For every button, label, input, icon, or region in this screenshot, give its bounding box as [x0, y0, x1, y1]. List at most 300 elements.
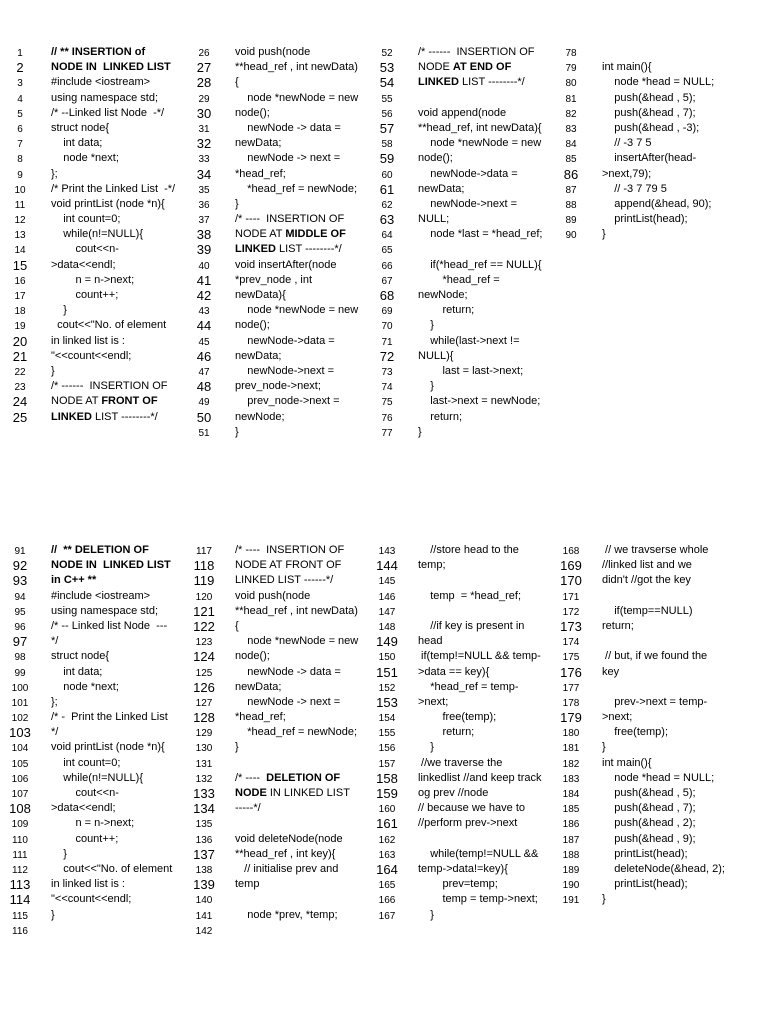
line-number: 13	[14, 230, 26, 242]
code-text-segment: void push(node	[235, 589, 311, 602]
code-text	[418, 908, 434, 923]
line-number: 111	[12, 849, 28, 861]
code-text-segment: newNode;	[418, 289, 468, 301]
line-number: 179	[560, 710, 582, 726]
line-number: 125	[195, 667, 213, 679]
line-number: 189	[562, 864, 580, 876]
code-text-bold: FRONT OF	[101, 395, 158, 408]
code-line	[373, 106, 553, 121]
line-number: 9	[17, 169, 23, 181]
line-number: 96	[14, 621, 26, 633]
code-line	[373, 425, 553, 440]
code-text-segment: push(&head , 7);	[602, 802, 696, 815]
line-number: 127	[195, 697, 213, 709]
code-text	[235, 75, 239, 90]
code-text	[602, 604, 692, 619]
line-number: 11	[14, 199, 26, 211]
code-text-segment: *head_ref;	[235, 711, 286, 724]
code-line	[373, 288, 553, 303]
line-number: 109	[11, 819, 29, 831]
code-line	[190, 619, 372, 634]
code-text-segment: *prev_node , int	[235, 273, 313, 286]
line-number: 155	[378, 728, 396, 740]
code-text	[51, 273, 134, 288]
line-number: 190	[562, 880, 580, 892]
code-text-segment: void push(node	[235, 46, 311, 58]
line-number: 173	[560, 618, 582, 634]
code-text-bold: NODE IN LINKED LIST	[51, 61, 171, 74]
code-text	[235, 634, 358, 649]
code-text-segment: while(n!=NULL){	[51, 771, 144, 784]
code-text-segment: #include <iostream>	[51, 76, 151, 89]
code-line	[190, 923, 372, 938]
code-line	[190, 604, 372, 619]
code-text	[602, 710, 632, 725]
code-text	[602, 197, 711, 212]
code-line	[6, 75, 188, 90]
code-line	[6, 740, 188, 755]
code-text	[235, 680, 281, 695]
code-line	[6, 60, 188, 75]
code-text-segment: newNode->data =	[418, 167, 518, 180]
code-text	[235, 167, 286, 182]
code-line	[557, 801, 757, 816]
code-text-segment: node *newNode = new	[235, 304, 359, 317]
code-line	[373, 786, 553, 801]
code-text	[235, 710, 286, 725]
code-text	[418, 771, 542, 786]
code-text-segment: using namespace std;	[51, 604, 159, 617]
code-text-segment: return;	[418, 726, 475, 739]
code-text	[602, 167, 651, 182]
code-text-segment: void append(node	[418, 106, 507, 119]
code-text-segment: }	[602, 741, 606, 754]
code-text-segment: temp->data!=key){	[418, 862, 508, 875]
code-line	[6, 410, 188, 425]
code-text-segment: int count=0;	[51, 756, 121, 769]
code-line	[6, 695, 188, 710]
code-line	[557, 680, 757, 695]
code-text-segment: {	[235, 619, 239, 632]
line-number: 73	[381, 366, 393, 378]
line-number: 187	[562, 834, 580, 846]
line-number: 72	[379, 348, 395, 364]
code-text-segment: int data;	[51, 665, 103, 678]
code-line	[190, 756, 372, 771]
code-line	[373, 573, 553, 588]
code-text-segment: // we travserse whole	[602, 544, 709, 556]
code-line	[373, 604, 553, 619]
code-line	[190, 106, 372, 121]
line-number: 157	[378, 758, 396, 770]
code-line	[6, 892, 188, 907]
line-number: 119	[193, 573, 215, 589]
line-number: 132	[195, 773, 213, 785]
code-text	[418, 258, 542, 273]
code-text-segment: }	[51, 364, 55, 377]
code-text	[418, 543, 519, 558]
code-text-segment: // but, if we found the	[602, 650, 708, 663]
code-line	[190, 288, 372, 303]
code-text	[235, 379, 321, 394]
line-number: 64	[381, 230, 393, 242]
line-number: 68	[379, 288, 395, 303]
code-text-segment: node *head = NULL;	[602, 76, 715, 89]
code-text-segment: newData;	[235, 680, 282, 693]
code-line	[373, 91, 553, 106]
code-text	[602, 573, 691, 588]
code-text	[51, 242, 119, 257]
line-number: 85	[565, 154, 577, 166]
code-text	[418, 151, 453, 166]
line-number: 140	[195, 895, 213, 907]
code-text-segment: while(last->next !=	[418, 334, 520, 347]
code-line	[6, 771, 188, 786]
line-number: 156	[378, 743, 396, 755]
code-text	[602, 665, 619, 680]
line-number: 126	[193, 679, 215, 695]
code-text-bold: // ** INSERTION of	[51, 46, 146, 58]
code-line	[6, 121, 188, 136]
line-number: 76	[381, 412, 393, 424]
line-number: 53	[379, 60, 395, 76]
code-text	[602, 877, 688, 892]
code-line	[6, 923, 188, 938]
code-text	[418, 665, 489, 680]
code-text	[51, 649, 109, 664]
code-text	[235, 334, 335, 349]
line-number: 16	[14, 275, 26, 287]
line-number: 159	[376, 786, 398, 801]
code-text-segment: node();	[235, 650, 270, 663]
code-text-segment: /* ----	[235, 771, 267, 784]
code-text-segment: node *newNode = new	[418, 137, 542, 150]
code-line	[190, 121, 372, 136]
code-text	[235, 801, 261, 816]
code-line	[373, 242, 553, 257]
code-text-segment: printList(head);	[602, 213, 688, 226]
code-text-segment: while(temp!=NULL &&	[418, 847, 539, 860]
code-text	[418, 710, 496, 725]
code-text	[235, 151, 340, 166]
code-text-segment: LIST --------*/	[275, 243, 342, 256]
line-number: 183	[562, 773, 580, 785]
code-line	[6, 665, 188, 680]
line-number: 148	[378, 621, 396, 633]
code-line	[557, 756, 757, 771]
code-text	[235, 288, 286, 303]
code-text	[418, 877, 498, 892]
code-text-segment: }	[51, 908, 55, 921]
code-line	[6, 649, 188, 664]
code-line	[6, 710, 188, 725]
code-line	[6, 394, 188, 409]
code-text-segment: *head_ref = temp-	[418, 680, 519, 693]
code-line	[6, 680, 188, 695]
code-text-segment: newData){	[235, 289, 286, 301]
code-text-segment: free(temp);	[418, 711, 497, 724]
code-text-segment: newNode->next =	[235, 364, 335, 377]
code-line	[6, 725, 188, 740]
code-line	[373, 197, 553, 212]
code-column-2	[190, 45, 372, 440]
line-number: 94	[14, 591, 26, 603]
code-line	[557, 649, 757, 664]
code-text	[51, 771, 143, 786]
line-number: 100	[11, 682, 29, 694]
code-column-3	[373, 543, 553, 923]
code-line	[6, 877, 188, 892]
line-number: 34	[196, 166, 212, 182]
code-line	[6, 167, 188, 182]
line-number: 161	[376, 816, 398, 832]
line-number: 163	[378, 849, 396, 861]
line-number: 139	[193, 877, 215, 893]
code-text	[418, 75, 525, 90]
code-line	[190, 558, 372, 573]
line-number: 19	[14, 321, 26, 333]
code-text-segment: }	[418, 319, 434, 332]
line-number: 79	[565, 63, 577, 75]
code-text	[418, 318, 434, 333]
line-number: 104	[11, 743, 29, 755]
code-line	[190, 318, 372, 333]
line-number: 59	[379, 151, 395, 167]
code-text	[602, 786, 696, 801]
code-text-segment: /* Print the Linked List -*/	[51, 182, 176, 195]
code-line	[373, 680, 553, 695]
line-number: 6	[17, 123, 23, 135]
code-text	[418, 379, 434, 394]
line-number: 82	[565, 108, 577, 120]
line-number: 169	[560, 558, 582, 574]
code-text-segment: "<<count<<endl;	[51, 893, 132, 906]
line-number: 14	[14, 245, 26, 257]
code-line	[6, 182, 188, 197]
code-line	[373, 862, 553, 877]
code-text	[602, 862, 725, 877]
code-text-segment: NODE AT	[51, 395, 102, 408]
code-column-4	[557, 543, 757, 908]
line-number: 145	[378, 576, 396, 588]
code-text-segment: push(&head , 5);	[602, 91, 696, 104]
line-number: 47	[198, 366, 210, 378]
code-line	[190, 908, 372, 923]
code-text-segment: cout<<n-	[51, 243, 119, 256]
code-line	[190, 227, 372, 242]
line-number: 37	[198, 215, 210, 227]
code-line	[557, 740, 757, 755]
code-text	[51, 167, 58, 182]
line-number: 54	[379, 75, 395, 91]
code-text-segment: push(&head , -3);	[602, 121, 700, 134]
code-text-segment: NODE AT FRONT OF	[235, 559, 342, 572]
line-number: 95	[14, 606, 26, 618]
code-text	[51, 725, 58, 740]
line-number: 2	[16, 60, 24, 76]
code-line	[373, 558, 553, 573]
line-number: 124	[193, 649, 215, 665]
code-text	[51, 756, 120, 771]
code-text	[235, 862, 338, 877]
line-number: 55	[381, 93, 393, 105]
code-text	[51, 786, 119, 801]
code-text-segment: /* ------ INSERTION OF	[51, 380, 168, 393]
code-line	[190, 242, 372, 257]
code-line	[373, 318, 553, 333]
code-text	[235, 349, 281, 364]
code-text-segment: node *head = NULL;	[602, 771, 715, 784]
code-line	[6, 334, 188, 349]
code-text	[51, 832, 118, 847]
code-text-segment: /* - Print the Linked List	[51, 711, 168, 724]
code-text-segment: prev_node->next =	[235, 395, 340, 408]
code-text-segment: cout<<"No. of element	[51, 319, 167, 332]
code-text	[602, 136, 652, 151]
code-line	[373, 258, 553, 273]
line-number: 166	[378, 895, 396, 907]
code-text	[602, 212, 688, 227]
code-text-bold: MIDDLE OF	[285, 228, 346, 241]
code-text	[51, 816, 134, 831]
code-text	[51, 665, 102, 680]
code-text-segment: count++;	[51, 832, 119, 845]
line-number: 144	[376, 558, 398, 574]
line-number: 186	[562, 819, 580, 831]
line-number: 87	[565, 184, 577, 196]
line-number: 171	[562, 591, 580, 603]
code-line	[373, 121, 553, 136]
code-text-segment: newNode->data =	[235, 334, 335, 347]
code-text-segment: {	[235, 76, 239, 89]
code-text-segment: temp = temp->next;	[418, 893, 538, 906]
code-text	[602, 182, 667, 197]
code-text-segment: void deleteNode(node	[235, 832, 343, 845]
line-number: 147	[378, 606, 396, 618]
code-line	[373, 908, 553, 923]
code-text-segment: }	[235, 197, 239, 210]
code-text-segment: head	[418, 635, 443, 648]
code-text	[51, 877, 125, 892]
line-number: 74	[381, 382, 393, 394]
line-number: 180	[562, 728, 580, 740]
code-line	[557, 45, 757, 60]
line-number: 165	[378, 880, 396, 892]
code-text	[418, 786, 488, 801]
code-text	[235, 649, 270, 664]
code-line	[373, 364, 553, 379]
code-text-bold: DELETION OF	[266, 771, 341, 784]
code-text-segment: }	[418, 908, 434, 921]
code-line	[373, 710, 553, 725]
code-text	[51, 379, 168, 394]
code-text	[235, 847, 335, 862]
line-number: 56	[381, 108, 393, 120]
code-text-segment: printList(head);	[602, 847, 688, 860]
code-line	[557, 634, 757, 649]
line-number: 135	[195, 819, 213, 831]
code-text-segment: count++;	[51, 289, 119, 301]
code-text	[235, 197, 239, 212]
code-text	[602, 75, 714, 90]
code-text-segment: }	[235, 741, 239, 754]
code-text	[418, 589, 521, 604]
code-text-segment: #include <iostream>	[51, 589, 151, 602]
line-number: 130	[195, 743, 213, 755]
code-column-1	[6, 45, 188, 425]
code-text-segment: node();	[235, 319, 270, 332]
line-number: 22	[14, 366, 26, 378]
code-text-segment: void insertAfter(node	[235, 258, 337, 271]
code-line	[557, 832, 757, 847]
code-line	[190, 334, 372, 349]
code-line	[190, 394, 372, 409]
code-text	[418, 227, 542, 242]
code-text	[235, 832, 343, 847]
code-line	[6, 288, 188, 303]
line-number: 31	[198, 123, 210, 135]
code-text-segment: //linked list and we	[602, 559, 692, 572]
code-text	[51, 258, 116, 273]
line-number: 39	[196, 242, 212, 258]
code-text	[235, 410, 285, 425]
code-line	[190, 649, 372, 664]
code-line	[190, 801, 372, 816]
code-text-segment: free(temp);	[602, 726, 669, 739]
code-text	[51, 136, 102, 151]
code-text-segment: return;	[602, 619, 634, 632]
line-number: 18	[14, 306, 26, 318]
code-text	[235, 45, 310, 60]
line-number: 41	[196, 272, 212, 288]
code-text	[418, 801, 525, 816]
code-column-2	[190, 543, 372, 938]
line-number: 61	[379, 181, 395, 197]
code-text	[235, 258, 337, 273]
code-text-segment: **head_ref , int newData)	[235, 604, 358, 617]
line-number: 142	[195, 925, 213, 937]
code-line	[190, 862, 372, 877]
code-text	[418, 45, 535, 60]
line-number: 185	[562, 804, 580, 816]
code-text-segment: >next,79);	[602, 167, 652, 180]
line-number: 40	[198, 260, 210, 272]
code-column-4	[557, 45, 757, 242]
line-number: 138	[195, 864, 213, 876]
code-text	[418, 725, 474, 740]
code-line	[557, 725, 757, 740]
code-line	[6, 908, 188, 923]
line-number: 20	[12, 333, 28, 349]
code-text-segment: push(&head , 7);	[602, 106, 696, 119]
code-line	[373, 740, 553, 755]
code-text-segment: deleteNode(&head, 2);	[602, 862, 725, 875]
line-number: 91	[14, 546, 26, 557]
line-number: 112	[12, 864, 28, 876]
code-line	[373, 334, 553, 349]
code-text	[418, 425, 422, 440]
line-number: 7	[17, 139, 23, 151]
code-text	[51, 892, 131, 907]
code-line	[557, 60, 757, 75]
code-text-segment: NULL){	[418, 349, 454, 362]
line-number: 175	[562, 652, 580, 664]
code-text-segment: didn't //got the key	[602, 574, 691, 587]
code-line	[373, 771, 553, 786]
code-line	[190, 786, 372, 801]
code-line	[373, 303, 553, 318]
code-text	[418, 892, 538, 907]
